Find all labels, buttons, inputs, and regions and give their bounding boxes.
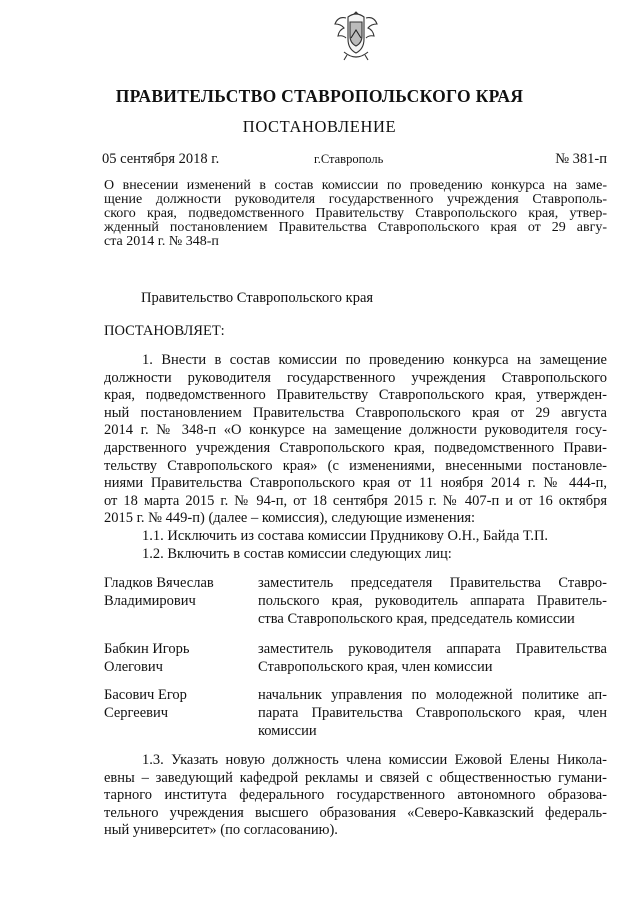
position-line: парата Правительства Ставропольского края, член — [258, 705, 607, 721]
resolves-heading: ПОСТАНОВЛЯЕТ: — [104, 323, 225, 339]
position-line: заместитель председателя Правительства Ставро- — [258, 575, 607, 591]
document-date: 05 сентября 2018 г. — [102, 151, 220, 167]
paragraph-1-3 — [104, 752, 607, 840]
position-line: начальник управления по молодежной политике ап- — [258, 687, 607, 703]
document-type: ПОСТАНОВЛЕНИЕ — [242, 117, 397, 136]
subject-line: ста 2014 г. № 348-п — [104, 234, 219, 249]
member-patronymic: Олегович — [104, 659, 163, 675]
paragraph-line: 2015 г. № 449-п) (далее – комиссия), следующие изменения: — [104, 510, 476, 527]
government-title: ПРАВИТЕЛЬСТВО СТАВРОПОЛЬСКОГО КРАЯ — [115, 86, 524, 106]
paragraph-line: 1. Внести в состав комиссии по проведению конкурса на замещение — [142, 352, 607, 368]
paragraph-line: тарного института федерального государственного автономного образова- — [104, 787, 607, 804]
paragraph-line: тельству Ставропольского края» (с изменениями, внесенными постановле- — [104, 457, 607, 474]
member-surname-firstname: Гладков Вячеслав — [104, 575, 214, 591]
paragraph-line: 1.3. Указать новую должность члена комиссии Ежовой Елены Николa- — [142, 752, 607, 768]
paragraph-line: ный постановлением Правительства Ставропольского края от 29 августа — [104, 404, 607, 421]
position-line: ства Ставропольского края, председатель комиссии — [258, 611, 575, 627]
item-1-2: 1.2. Включить в состав комиссии следующих лиц: — [142, 545, 452, 562]
paragraph-line: ниями Правительства Ставропольского края от 11 ноября 2014 г. № 444-п, — [104, 475, 607, 492]
member-name — [104, 640, 244, 676]
member-surname-firstname: Басович Егор — [104, 687, 187, 703]
document-subject — [104, 179, 607, 249]
subject-line: щение должности руководителя государственного учреждения Ставрополь- — [104, 192, 607, 207]
issuing-authority: Правительство Ставропольского края — [141, 290, 374, 306]
paragraph-line: 2014 г. № 348-п «О конкурсе на замещение должности руководителя госу- — [104, 422, 607, 439]
member-name — [104, 686, 244, 722]
document-number: № 381-п — [555, 151, 607, 167]
paragraph-line: дарственного учреждения Ставропольского края, подведомственного Прави- — [104, 439, 607, 456]
member-patronymic: Владимирович — [104, 593, 196, 609]
subject-line: жденный постановлением Правительства Ставропольского края от 29 авгу- — [104, 220, 607, 235]
document-city: г.Ставрополь — [314, 152, 384, 166]
dateline — [102, 151, 607, 171]
coat-of-arms-icon — [332, 8, 380, 64]
member-position — [258, 574, 607, 628]
paragraph-line: края, подведомственного Правительству Ставропольского края, утвержден- — [104, 387, 607, 404]
position-line: польского края, руководитель аппарата Правитель- — [258, 593, 607, 609]
paragraph-line: от 18 марта 2015 г. № 94-п, от 18 сентября 2015 г. № 407-п и от 16 октября — [104, 492, 607, 509]
paragraph-1 — [104, 352, 607, 563]
position-line: комиссии — [258, 723, 317, 739]
member-patronymic: Сергеевич — [104, 705, 169, 721]
item-1-1: 1.1. Исключить из состава комиссии Прудникову О.Н., Байда Т.П. — [142, 527, 549, 544]
paragraph-line: тельного учреждения высшего образования «Северо-Кавказский федераль- — [104, 804, 607, 821]
member-position — [258, 686, 607, 740]
position-line: заместитель руководителя аппарата Правительства — [258, 641, 607, 657]
paragraph-line: ный университет» (по согласованию). — [104, 822, 338, 839]
paragraph-line: евны – заведующий кафедрой рекламы и связей с общественностью гумани- — [104, 769, 607, 786]
member-name — [104, 574, 244, 610]
position-line: Ставропольского края, член комиссии — [258, 659, 493, 675]
subject-line: ского края, подведомственного Правительству Ставропольского края, утвер- — [104, 206, 607, 221]
paragraph-line: должности руководителя государственного учреждения Ставропольского — [104, 369, 607, 386]
member-surname-firstname: Бабкин Игорь — [104, 641, 190, 657]
member-position — [258, 640, 607, 676]
subject-line: О внесении изменений в состав комиссии по проведению конкурса на заме- — [104, 178, 607, 193]
